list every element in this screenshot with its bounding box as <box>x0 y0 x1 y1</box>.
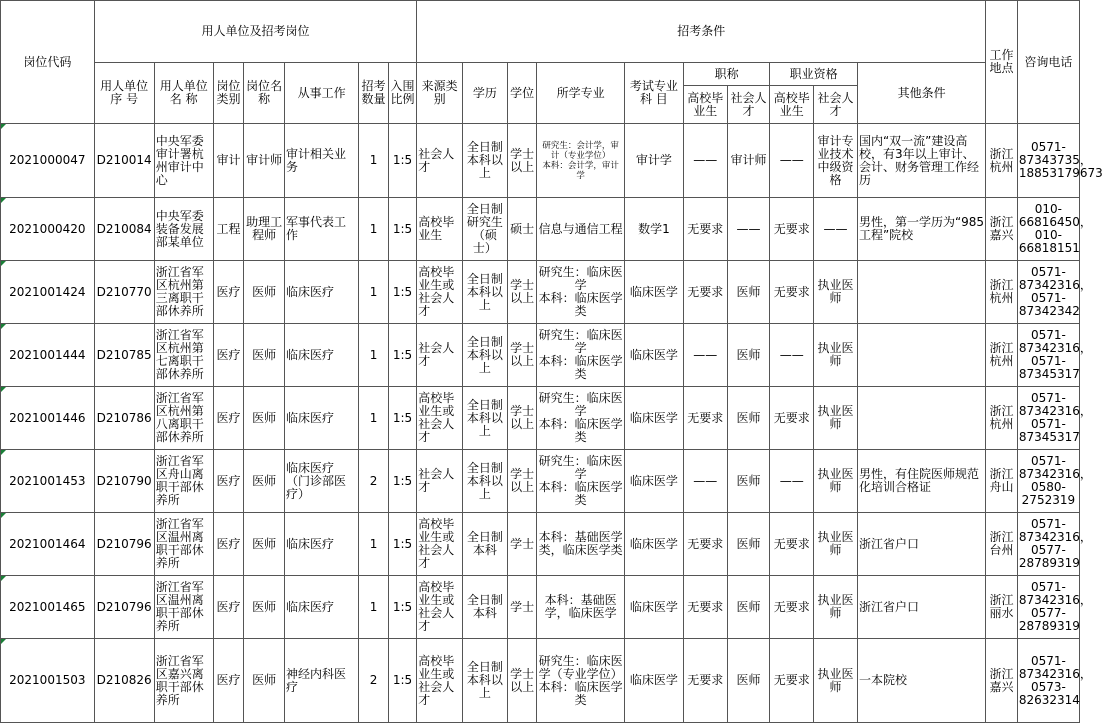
cell-type: 医疗 <box>213 639 244 723</box>
cell-degree: 学士 <box>507 513 537 576</box>
cell-source: 高校毕业生或社会人才 <box>417 576 463 639</box>
table-row <box>1 387 1080 450</box>
header-cond-group: 招考条件 <box>417 1 986 63</box>
cell-title-social: 医师 <box>727 387 770 450</box>
cell-unit: 浙江省军区杭州第三离职干部休养所 <box>154 261 213 324</box>
cell-post: 医师 <box>244 324 285 387</box>
cell-code: 2021001464 <box>1 513 95 576</box>
header-unit-group: 用人单位及招考岗位 <box>94 1 417 63</box>
cell-degree: 学士以上 <box>507 450 537 513</box>
cell-qual-grad: 无要求 <box>770 387 814 450</box>
cell-unit: 浙江省军区嘉兴离职干部休养所 <box>154 639 213 723</box>
cell-subject: 临床医学 <box>624 450 683 513</box>
cell-major: 研究生：临床医学 本科：临床医学类 <box>537 450 625 513</box>
header-title-social: 社会人才 <box>727 86 770 124</box>
cell-degree: 学士以上 <box>507 261 537 324</box>
header-unit-no: 用人单位序 号 <box>94 63 154 124</box>
cell-type: 医疗 <box>213 261 244 324</box>
cell-major: 研究生：临床医学（专业学位） 本科：临床医学类 <box>537 639 625 723</box>
cell-num: 1 <box>359 513 389 576</box>
cell-unit: 中央军委装备发展部某单位 <box>154 198 213 261</box>
header-other: 其他条件 <box>857 63 985 124</box>
cell-ratio: 1:5 <box>388 639 416 723</box>
cell-location: 浙江杭州 <box>986 261 1018 324</box>
cell-other: 男性，第一学历为“985工程”院校 <box>857 198 985 261</box>
cell-title-social: 医师 <box>727 639 770 723</box>
cell-other: 国内“双一流”建设高校，有3年以上审计、会计、财务管理工作经历 <box>857 124 985 198</box>
cell-work: 审计相关业务 <box>284 124 358 198</box>
cell-location: 浙江杭州 <box>986 124 1018 198</box>
cell-qual-social: 执业医师 <box>814 576 858 639</box>
cell-work: 临床医疗 <box>284 324 358 387</box>
cell-type: 医疗 <box>213 576 244 639</box>
cell-other: 浙江省户口 <box>857 576 985 639</box>
table-row <box>1 513 1080 576</box>
cell-source: 高校毕业生或社会人才 <box>417 387 463 450</box>
cell-degree: 学士以上 <box>507 639 537 723</box>
cell-source: 高校毕业生 <box>417 198 463 261</box>
cell-code: 2021001424 <box>1 261 95 324</box>
cell-unit-no: D210826 <box>94 639 154 723</box>
cell-phone: 0571-87342316，0577-28789319 <box>1017 576 1079 639</box>
header-unit-name: 用人单位名 称 <box>154 63 213 124</box>
cell-post: 助理工程师 <box>244 198 285 261</box>
cell-phone: 0571-87342316，0571-87345317 <box>1017 387 1079 450</box>
cell-subject: 数学1 <box>624 198 683 261</box>
cell-other <box>857 261 985 324</box>
table-row <box>1 450 1080 513</box>
cell-title-grad: 无要求 <box>683 198 727 261</box>
cell-unit-no: D210796 <box>94 513 154 576</box>
cell-major: 本科：基础医学类，临床医学类 <box>537 513 625 576</box>
cell-title-social: 医师 <box>727 324 770 387</box>
cell-subject: 审计学 <box>624 124 683 198</box>
cell-title-social: 审计师 <box>727 124 770 198</box>
cell-num: 2 <box>359 639 389 723</box>
cell-qual-social: 执业医师 <box>814 513 858 576</box>
cell-title-social: —— <box>727 198 770 261</box>
cell-code: 2021000420 <box>1 198 95 261</box>
header-education: 学历 <box>463 63 508 124</box>
cell-qual-grad: 无要求 <box>770 261 814 324</box>
header-subject: 考试专业科 目 <box>624 63 683 124</box>
header-major: 所学专业 <box>537 63 625 124</box>
cell-major: 信息与通信工程 <box>537 198 625 261</box>
cell-qual-social: 执业医师 <box>814 324 858 387</box>
cell-phone: 0571-87342316，0580-2752319 <box>1017 450 1079 513</box>
header-title: 职称 <box>683 63 770 86</box>
cell-type: 医疗 <box>213 387 244 450</box>
cell-unit: 浙江省军区温州离职干部休养所 <box>154 576 213 639</box>
cell-post: 医师 <box>244 387 285 450</box>
cell-phone: 0571-87342316，0571-87345317 <box>1017 324 1079 387</box>
cell-qual-social: 执业医师 <box>814 261 858 324</box>
table-row <box>1 324 1080 387</box>
cell-phone: 0571-87342316，0573-82632314 <box>1017 639 1079 723</box>
cell-qual-grad: 无要求 <box>770 513 814 576</box>
cell-code: 2021001465 <box>1 576 95 639</box>
cell-ratio: 1:5 <box>388 513 416 576</box>
cell-title-grad: —— <box>683 324 727 387</box>
table-body <box>1 124 1103 723</box>
cell-location: 浙江杭州 <box>986 324 1018 387</box>
header-work: 从事工作 <box>284 63 358 124</box>
cell-post: 审计师 <box>244 124 285 198</box>
cell-work: 神经内科医疗 <box>284 639 358 723</box>
cell-major: 研究生：临床医学 本科：临床医学类 <box>537 387 625 450</box>
cell-unit: 浙江省军区舟山离职干部休养所 <box>154 450 213 513</box>
cell-num: 2 <box>359 450 389 513</box>
header-code: 岗位代码 <box>1 1 95 124</box>
header-post-name: 岗位名称 <box>244 63 285 124</box>
cell-qual-social: —— <box>814 198 858 261</box>
cell-qual-grad: —— <box>770 324 814 387</box>
cell-subject: 临床医学 <box>624 324 683 387</box>
cell-subject: 临床医学 <box>624 513 683 576</box>
cell-qual-social: 审计专业技术中级资格 <box>814 124 858 198</box>
table-row <box>1 124 1080 198</box>
cell-post: 医师 <box>244 576 285 639</box>
cell-phone: 0571-87342316，0571-87342342 <box>1017 261 1079 324</box>
header-phone: 咨询电话 <box>1017 1 1079 124</box>
cell-major: 本科：基础医学，临床医学 <box>537 576 625 639</box>
cell-title-grad: 无要求 <box>683 387 727 450</box>
cell-other <box>857 387 985 450</box>
cell-source: 社会人才 <box>417 124 463 198</box>
cell-num: 1 <box>359 124 389 198</box>
cell-other: 浙江省户口 <box>857 513 985 576</box>
cell-source: 高校毕业生或社会人才 <box>417 639 463 723</box>
cell-title-grad: —— <box>683 124 727 198</box>
cell-code: 2021001444 <box>1 324 95 387</box>
cell-source: 高校毕业生或社会人才 <box>417 513 463 576</box>
cell-code: 2021001453 <box>1 450 95 513</box>
header-source: 来源类别 <box>417 63 463 124</box>
cell-work: 军事代表工作 <box>284 198 358 261</box>
cell-ratio: 1:5 <box>388 450 416 513</box>
cell-location: 浙江嘉兴 <box>986 198 1018 261</box>
cell-degree: 学士以上 <box>507 387 537 450</box>
table-row <box>1 198 1080 261</box>
header-ratio: 入围比例 <box>388 63 416 124</box>
cell-title-social: 医师 <box>727 513 770 576</box>
cell-ratio: 1:5 <box>388 576 416 639</box>
cell-type: 审计 <box>213 124 244 198</box>
cell-location: 浙江杭州 <box>986 387 1018 450</box>
cell-work: 临床医疗（门诊部医疗） <box>284 450 358 513</box>
cell-qual-grad: —— <box>770 124 814 198</box>
cell-phone: 0571-87342316，0577-28789319 <box>1017 513 1079 576</box>
cell-post: 医师 <box>244 513 285 576</box>
cell-subject: 临床医学 <box>624 261 683 324</box>
cell-edu: 全日制本科 <box>463 513 508 576</box>
cell-location: 浙江台州 <box>986 513 1018 576</box>
cell-major: 研究生：临床医学 本科：临床医学类 <box>537 261 625 324</box>
cell-post: 医师 <box>244 450 285 513</box>
cell-source: 社会人才 <box>417 324 463 387</box>
cell-edu: 全日制本科以上 <box>463 639 508 723</box>
cell-num: 1 <box>359 576 389 639</box>
cell-location: 浙江嘉兴 <box>986 639 1018 723</box>
cell-work: 临床医疗 <box>284 387 358 450</box>
header-title-grad: 高校毕业生 <box>683 86 727 124</box>
cell-type: 医疗 <box>213 450 244 513</box>
cell-qual-social: 执业医师 <box>814 387 858 450</box>
cell-post: 医师 <box>244 261 285 324</box>
cell-title-social: 医师 <box>727 450 770 513</box>
cell-edu: 全日制本科 <box>463 576 508 639</box>
cell-other: 男性，有住院医师规范化培训合格证 <box>857 450 985 513</box>
cell-ratio: 1:5 <box>388 324 416 387</box>
cell-unit-no: D210014 <box>94 124 154 198</box>
cell-title-grad: 无要求 <box>683 639 727 723</box>
cell-ratio: 1:5 <box>388 261 416 324</box>
cell-phone: 0571-87343735，18853179673 <box>1017 124 1079 198</box>
cell-degree: 学士以上 <box>507 324 537 387</box>
table-row <box>1 576 1080 639</box>
cell-qual-social: 执业医师 <box>814 639 858 723</box>
cell-other: 一本院校 <box>857 639 985 723</box>
cell-degree: 硕士 <box>507 198 537 261</box>
cell-code: 2021001446 <box>1 387 95 450</box>
cell-num: 1 <box>359 198 389 261</box>
cell-ratio: 1:5 <box>388 387 416 450</box>
cell-code: 2021001503 <box>1 639 95 723</box>
cell-qual-grad: —— <box>770 450 814 513</box>
cell-unit-no: D210796 <box>94 576 154 639</box>
cell-unit-no: D210790 <box>94 450 154 513</box>
cell-type: 医疗 <box>213 513 244 576</box>
cell-code: 2021000047 <box>1 124 95 198</box>
cell-work: 临床医疗 <box>284 576 358 639</box>
cell-degree: 学士以上 <box>507 124 537 198</box>
table-row <box>1 639 1080 723</box>
cell-edu: 全日制本科以上 <box>463 450 508 513</box>
cell-qual-social: 执业医师 <box>814 450 858 513</box>
cell-work: 临床医疗 <box>284 513 358 576</box>
table-row <box>1 261 1080 324</box>
cell-type: 医疗 <box>213 324 244 387</box>
cell-source: 社会人才 <box>417 450 463 513</box>
cell-unit-no: D210785 <box>94 324 154 387</box>
cell-title-social: 医师 <box>727 261 770 324</box>
cell-unit: 浙江省军区杭州第七离职干部休养所 <box>154 324 213 387</box>
cell-unit-no: D210084 <box>94 198 154 261</box>
header-location: 工作地点 <box>986 1 1018 124</box>
cell-title-grad: —— <box>683 450 727 513</box>
cell-title-grad: 无要求 <box>683 576 727 639</box>
cell-ratio: 1:5 <box>388 124 416 198</box>
cell-title-social: 医师 <box>727 576 770 639</box>
cell-unit-no: D210786 <box>94 387 154 450</box>
cell-edu: 全日制本科以上 <box>463 124 508 198</box>
cell-subject: 临床医学 <box>624 639 683 723</box>
cell-num: 1 <box>359 324 389 387</box>
cell-major: 研究生：临床医学 本科：临床医学类 <box>537 324 625 387</box>
cell-major: 研究生：会计学，审计（专业学位） 本科：会计学，审计学 <box>537 124 625 198</box>
header-post-type: 岗位类别 <box>213 63 244 124</box>
cell-edu: 全日制本科以上 <box>463 324 508 387</box>
cell-location: 浙江舟山 <box>986 450 1018 513</box>
cell-location: 浙江丽水 <box>986 576 1018 639</box>
cell-qual-grad: 无要求 <box>770 198 814 261</box>
header-qualification: 职业资格 <box>770 63 858 86</box>
cell-degree: 学士 <box>507 576 537 639</box>
cell-edu: 全日制本科以上 <box>463 387 508 450</box>
cell-subject: 临床医学 <box>624 576 683 639</box>
cell-subject: 临床医学 <box>624 387 683 450</box>
header-degree: 学位 <box>507 63 537 124</box>
header-qual-grad: 高校毕业生 <box>770 86 814 124</box>
cell-type: 工程 <box>213 198 244 261</box>
cell-edu: 全日制本科以上 <box>463 261 508 324</box>
cell-other <box>857 324 985 387</box>
cell-unit: 浙江省军区杭州第八离职干部休养所 <box>154 387 213 450</box>
cell-work: 临床医疗 <box>284 261 358 324</box>
cell-title-grad: 无要求 <box>683 261 727 324</box>
cell-unit-no: D210770 <box>94 261 154 324</box>
cell-qual-grad: 无要求 <box>770 576 814 639</box>
cell-edu: 全日制研究生（硕士） <box>463 198 508 261</box>
cell-post: 医师 <box>244 639 285 723</box>
cell-unit: 浙江省军区温州离职干部休养所 <box>154 513 213 576</box>
header-quota: 招考数量 <box>359 63 389 124</box>
cell-num: 1 <box>359 261 389 324</box>
cell-num: 1 <box>359 387 389 450</box>
header-qual-social: 社会人才 <box>814 86 858 124</box>
cell-title-grad: 无要求 <box>683 513 727 576</box>
cell-unit: 中央军委审计署杭州审计中心 <box>154 124 213 198</box>
cell-source: 高校毕业生或社会人才 <box>417 261 463 324</box>
cell-ratio: 1:5 <box>388 198 416 261</box>
cell-phone: 010-66816450，010-66818151 <box>1017 198 1079 261</box>
cell-qual-grad: 无要求 <box>770 639 814 723</box>
